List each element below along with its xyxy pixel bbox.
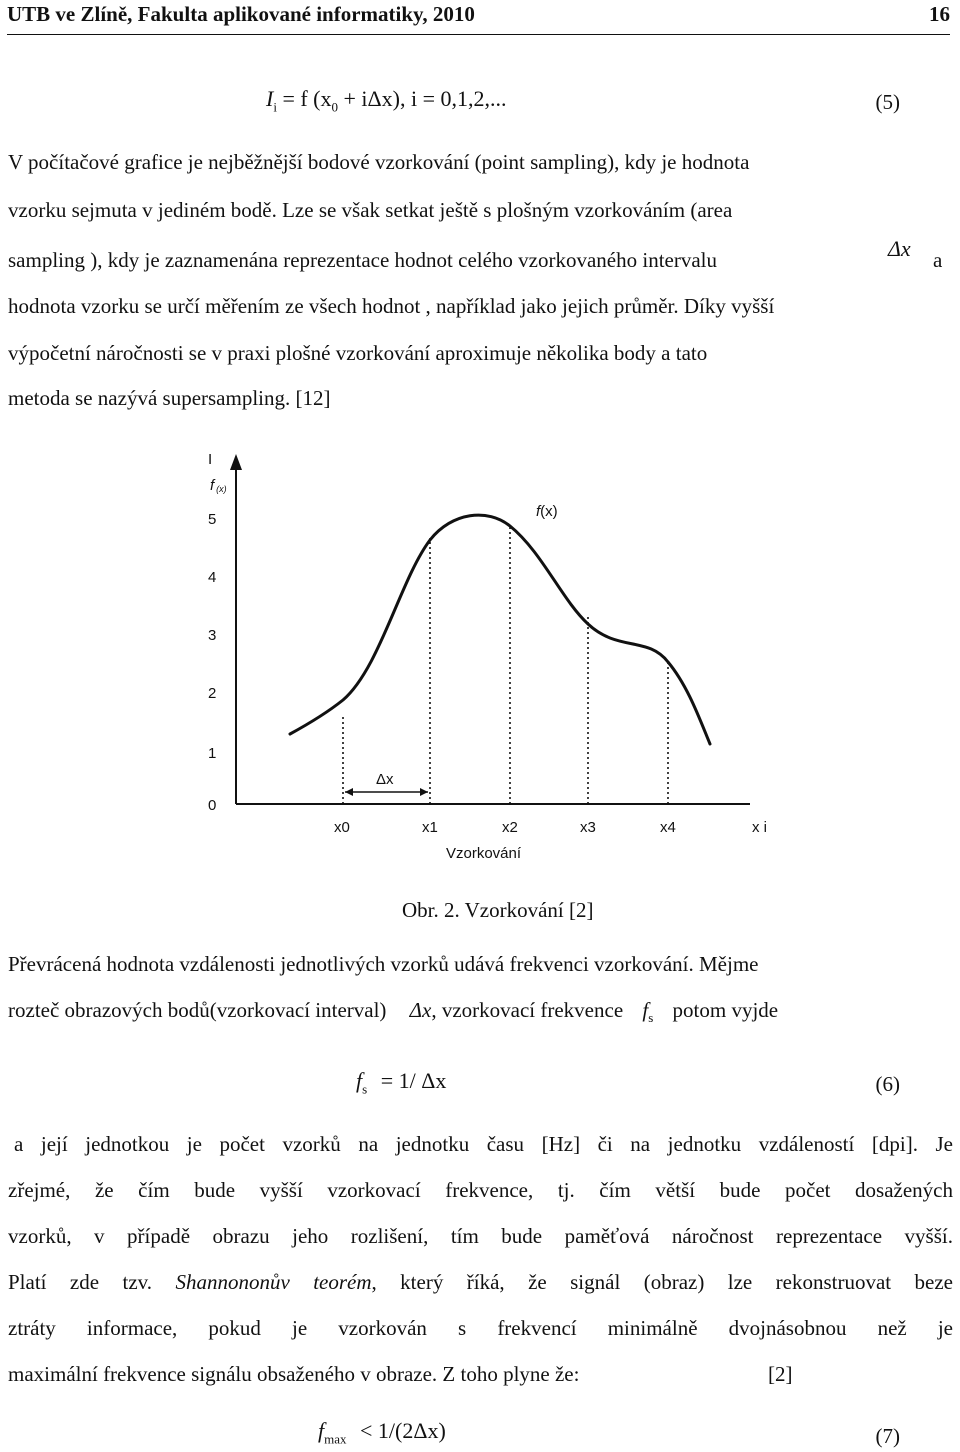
eq6-rhs: = 1/ Δx [380, 1068, 447, 1093]
x-axis-title: Vzorkování [446, 845, 522, 862]
p2-line-2b: , vzorkovací frekvence [431, 998, 624, 1022]
y-tick-2: 2 [208, 685, 217, 702]
equation-6-number: (6) [875, 1072, 900, 1096]
header-rule [7, 34, 950, 35]
f-x-curve [290, 515, 710, 744]
eq5-expr: = f (x [282, 86, 332, 111]
y-axis-arrow [230, 454, 242, 470]
equation-5 [266, 86, 507, 115]
paragraph-1 [8, 150, 953, 410]
p2-delta-x: Δx [409, 998, 432, 1022]
p3-theorem-name: Shannononův teorém [175, 1270, 372, 1294]
eq5-sub-i: i [273, 99, 277, 115]
figure-caption: Obr. 2. Vzorkování [2] [402, 898, 594, 922]
equation-7-number: (7) [875, 1424, 900, 1448]
p2-f: f [642, 998, 649, 1022]
equation-5-number: (5) [875, 90, 900, 114]
page-number: 16 [929, 2, 950, 26]
eq6-sub-s: s [362, 1081, 368, 1097]
delta-x-label: Δx [376, 771, 394, 788]
p2-line-1: Převrácená hodnota vzdálenosti jednotlivých vzorků udává frekvenci vzorkování. Mějme [8, 952, 759, 976]
curve-label: f(x) [536, 503, 558, 520]
p1-line-5: výpočetní náročnosti se v praxi plošné vzorkování aproximuje několika body a tato [8, 341, 708, 365]
y-tick-3: 3 [208, 627, 217, 644]
y-tick-labels [208, 511, 216, 814]
p2-line-2c: potom vyjde [672, 998, 779, 1022]
x-tick-labels [334, 819, 767, 836]
p3-line-4 [8, 1270, 953, 1295]
x-tick-x4: x4 [660, 819, 676, 836]
p3-line-5: ztráty informace, pokud je vzorkován s frekvencí minimálně dvojnásobnou než je [8, 1316, 953, 1340]
p3-line-6a: maximální frekvence signálu obsaženého v obraze. Z toho plyne že: [8, 1362, 580, 1386]
y-tick-0: 0 [208, 797, 217, 814]
p1-line-3a: sampling ), kdy je zaznamenána reprezentace hodnot celého vzorkovaného intervalu [8, 248, 718, 272]
equation-6 [356, 1068, 446, 1097]
delta-x-arrow-left [345, 788, 353, 796]
y-tick-4: 4 [208, 569, 217, 586]
x-axis-label: x i [752, 819, 767, 836]
x-tick-x0: x0 [334, 819, 350, 836]
y-tick-1: 1 [208, 745, 217, 762]
p3-line-4a: Platí zde tzv. [8, 1270, 153, 1294]
x-tick-x2: x2 [502, 819, 518, 836]
p3-line-6b: [2] [768, 1362, 793, 1386]
p3-line-6 [8, 1362, 793, 1387]
delta-x-arrow-right [420, 788, 428, 796]
p2-f-sub: s [648, 1010, 654, 1026]
p3-line-4b: , který říká, že signál (obraz) lze rekonstruovat beze [371, 1270, 953, 1294]
p1-line-2: vzorku sejmuta v jediném bodě. Lze se však setkat ještě s plošným vzorkováním (area [8, 198, 733, 222]
y-tick-5: 5 [208, 511, 217, 528]
p3-line-3: vzorků, v případě obrazu jeho rozlišení, tím bude paměťová náročnost reprezentace vyšší. [8, 1224, 953, 1248]
eq5-sub-0: 0 [331, 99, 339, 115]
p2-line-2 [8, 998, 778, 1026]
p1-line-4: hodnota vzorku se určí měřením ze všech hodnot , například jako jejich průměr. Díky vyšší [8, 294, 775, 318]
p1-line-6: metoda se nazývá supersampling. [12] [8, 386, 331, 410]
eq6-f: f [356, 1068, 363, 1093]
sampling-figure [190, 440, 810, 870]
header-title: UTB ve Zlíně, Fakulta aplikované informatiky, 2010 [7, 2, 475, 26]
eq7-rhs: < 1/(2Δx) [360, 1418, 446, 1443]
paragraph-3 [8, 1132, 953, 1422]
page-header [7, 0, 950, 30]
p1-line-1: V počítačové grafice je nejběžnější bodové vzorkování (point sampling), kdy je hodnota [8, 150, 750, 174]
eq5-expr2: + iΔx), i = 0,1,2,... [338, 86, 507, 111]
p1-line-3b: a [933, 248, 943, 272]
eq7-f: f [318, 1418, 325, 1443]
p1-delta-x: Δx [888, 236, 911, 261]
x-tick-x1: x1 [422, 819, 438, 836]
p1-line-3 [8, 236, 953, 273]
sample-lines [343, 526, 668, 804]
y-axis-label-f: f (x) [210, 477, 227, 494]
eq7-sub-max: max [324, 1431, 347, 1447]
x-tick-x3: x3 [580, 819, 596, 836]
sampling-graph [190, 440, 810, 870]
delta-x-marker [345, 771, 428, 796]
p3-line-1: a její jednotkou je počet vzorků na jednotku času [Hz] či na jednotku vzdáleností [dpi]. Je [14, 1132, 953, 1156]
p2-line-2a: rozteč obrazových bodů(vzorkovací interval) [8, 998, 387, 1022]
paragraph-2 [8, 952, 953, 1032]
eq5-lhs: I [266, 86, 274, 111]
y-axis-label: I [208, 451, 213, 468]
equation-7 [318, 1418, 446, 1447]
p3-line-2: zřejmé, že čím bude vyšší vzorkovací frekvence, tj. čím větší bude počet dosažených [8, 1178, 953, 1202]
